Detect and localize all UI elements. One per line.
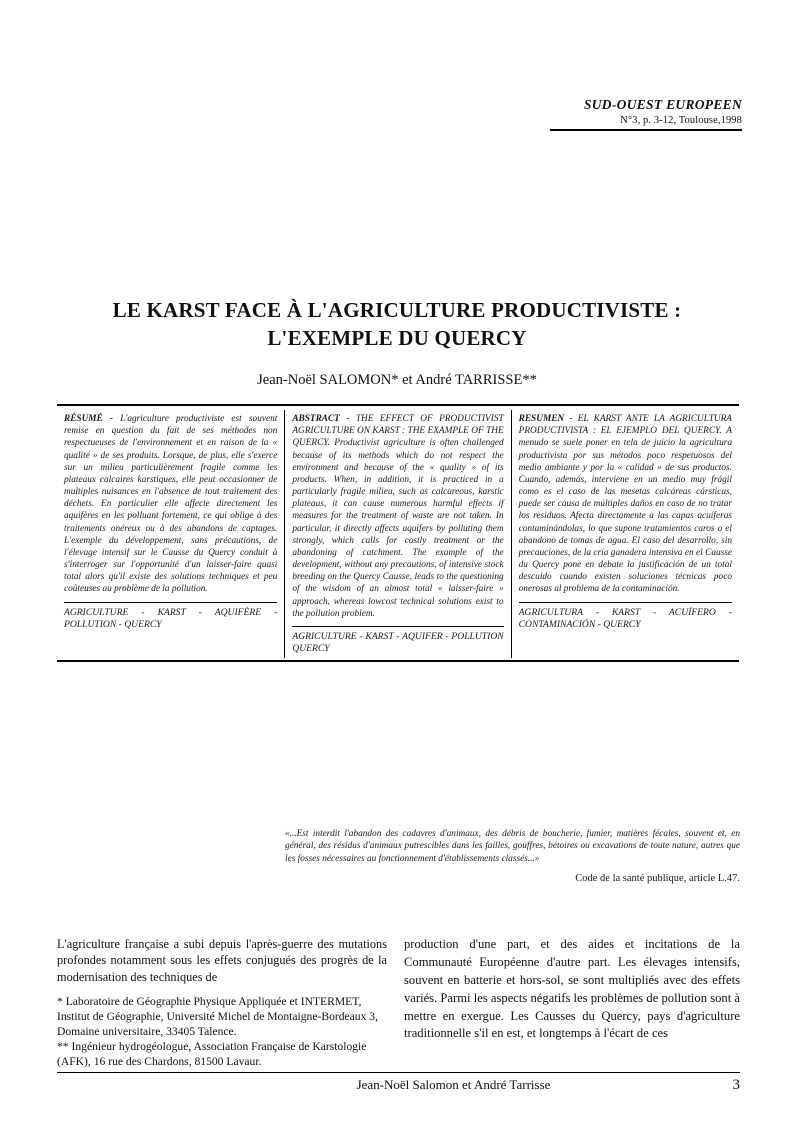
title-line-2: L'EXEMPLE DU QUERCY xyxy=(267,326,527,351)
keywords-spanish: AGRICULTURA - KARST - ACUÍFERO - CONTAMINACIÓN - QUERCY xyxy=(519,602,732,632)
page-title xyxy=(57,296,737,353)
abstract-spanish-body xyxy=(519,413,732,596)
abstract-spanish xyxy=(512,410,739,658)
journal-issue: N°3, p. 3-12, Toulouse,1998 xyxy=(620,115,742,127)
footer-authors: Jean-Noël Salomon et André Tarrisse xyxy=(356,1077,551,1092)
abstract-french-lead: RÉSUMÉ - xyxy=(64,414,121,424)
abstract-french-body xyxy=(64,413,277,596)
abstract-spanish-lead: RESUMEN - xyxy=(518,414,578,424)
body-paragraph-right: production d'une part, et des aides et incitations de la Communauté Européenne d'autre part. Les élevages intensifs, souvent en batterie et hors-sol, se sont multipliés avec des effets variés. Parmi les aspects négatifs les problèmes de pollution sont à mettre en exergue. Les Causses du Quercy, pays d'agriculture traditionnelle s'il en est, et longtemps à l'écart de ces xyxy=(404,937,740,1041)
title-line-1: LE KARST FACE À L'AGRICULTURE PRODUCTIVISTE : xyxy=(112,298,682,323)
journal-header xyxy=(550,97,742,131)
footnote-1: * Laboratoire de Géographie Physique Appliquée et INTERMET, Institut de Géographie, Université Michel de Montaigne-Bordeaux 3, Domaine universitaire, 33405 Talence. xyxy=(57,995,378,1039)
journal-name: SUD-OUEST EUROPEEN xyxy=(583,97,742,112)
body-column-right xyxy=(404,936,740,1043)
body-paragraph-left: L'agriculture française a subi depuis l'après-guerre des mutations profondes notamment sous les effets conjugués des progrès de la modernisation des techniques de xyxy=(57,937,387,984)
abstract-english-body xyxy=(292,413,503,620)
keywords-french: AGRICULTURE - KARST - AQUIFÈRE - POLLUTION - QUERCY xyxy=(64,602,277,632)
epigraph-quote xyxy=(285,828,740,886)
page-footer xyxy=(57,1072,740,1094)
abstract-french-text: L'agriculture productiviste est souvent remise en question du fait de ses méthodes non respectueuses de l'environnement et en raison de la « qualité » de ses produits. Lorsque, de plus, elle s'exerce sur un milieu particulièrement fragile comme les plateaux calcaires karstiques, elle peut occasionner de multiples nuisances en l'absence de tout traitement des déchets. En particulier elle affecte directement les aquifères en les polluant fortement, ce qui oblige à des traitements onéreux ou à des abandons de captages. L'exemple du développement, sans précautions, de l'élevage intensif sur le Causse du Quercy conduit à s'interroger sur l'opportunité d'un laisser-faire quasi total alors qu'il existe des solutions techniques et peu coûteuses au problème de la pollution. xyxy=(64,414,278,595)
keywords-english: AGRICULTURE - KARST - AQUIFER - POLLUTION QUERCY xyxy=(292,626,503,656)
abstract-spanish-text: EL KARST ANTE LA AGRICULTURA PRODUCTIVISTA : EL EJEMPLO DEL QUERCY. A menudo se suele poner en tela de juicio la agricultura productivista por sus métodos poco respetuosos del medio ambiante y por la « calidad » de sus productos. Cuando, además, interviene en un medio muy frágil como es el caso de las mesetas calcáreas cársticas, puede ser causa de múltiples daños en caso de no tratar los residuos. Afecta directamente a las capas acuíferas contaminándolas, lo que supone tratamientos caros o el abandono de tomas de agua. El caso del desarrollo, sin precauciones, de la cría ganadera intensiva en el Causse du Quercy pone en debate la justificación de un total descuido cuando existen soluciones técnicas poco onerosas al problema de la contaminación. xyxy=(518,414,732,595)
abstract-english-text: THE EFFECT OF PRODUCTIVIST AGRICULTURE ON KARST : THE EXAMPLE OF THE QUERCY. Productivist agriculture is often challenged because of its methods which do not respect the environment and because of the « quality » of its products. When, in addition, it is practiced in a particularly fragile milieu, such as calcareous, karstic plateaus, it can cause numerous harmful effects if measures for the treatment of waste are not taken. In particular, it directly affects aquifers by polluting them strongly, which calls for costly treatment or the abandoning of catchment. The example of the development, without any precautions, of intensive stock breeding on the Quercy Causse, leads to the questioning of the wisdom of an almost total « laisser-faire » approach, whereas lowcost technical solutions exist to the pollution problem. xyxy=(292,414,504,619)
abstract-english xyxy=(284,410,511,658)
footer-page-number: 3 xyxy=(732,1077,740,1093)
abstract-english-lead: ABSTRACT - xyxy=(292,414,356,424)
abstract-french xyxy=(57,410,284,658)
body-column-left xyxy=(57,936,387,1069)
epigraph-text: «...Est interdit l'abandon des cadavres d'animaux, des débris de boucherie, fumier, matières fécales, souvent et, en général, des résidus d'animaux putrescibles dans les failles, gouffres, bétoires ou excavations de toute nature, autres que les fosses nécessaires au fonctionnement d'établissements classés...» xyxy=(285,829,740,864)
article-authors: Jean-Noël SALOMON* et André TARRISSE** xyxy=(257,372,537,388)
footnote-2: ** Ingénieur hydrogéologue, Association Française de Karstologie (AFK), 16 rue des Chardons, 81500 Lavaur. xyxy=(57,1040,367,1069)
epigraph-source: Code de la santé publique, article L.47. xyxy=(575,873,740,885)
footnotes xyxy=(57,994,387,1069)
abstract-band xyxy=(57,404,739,662)
